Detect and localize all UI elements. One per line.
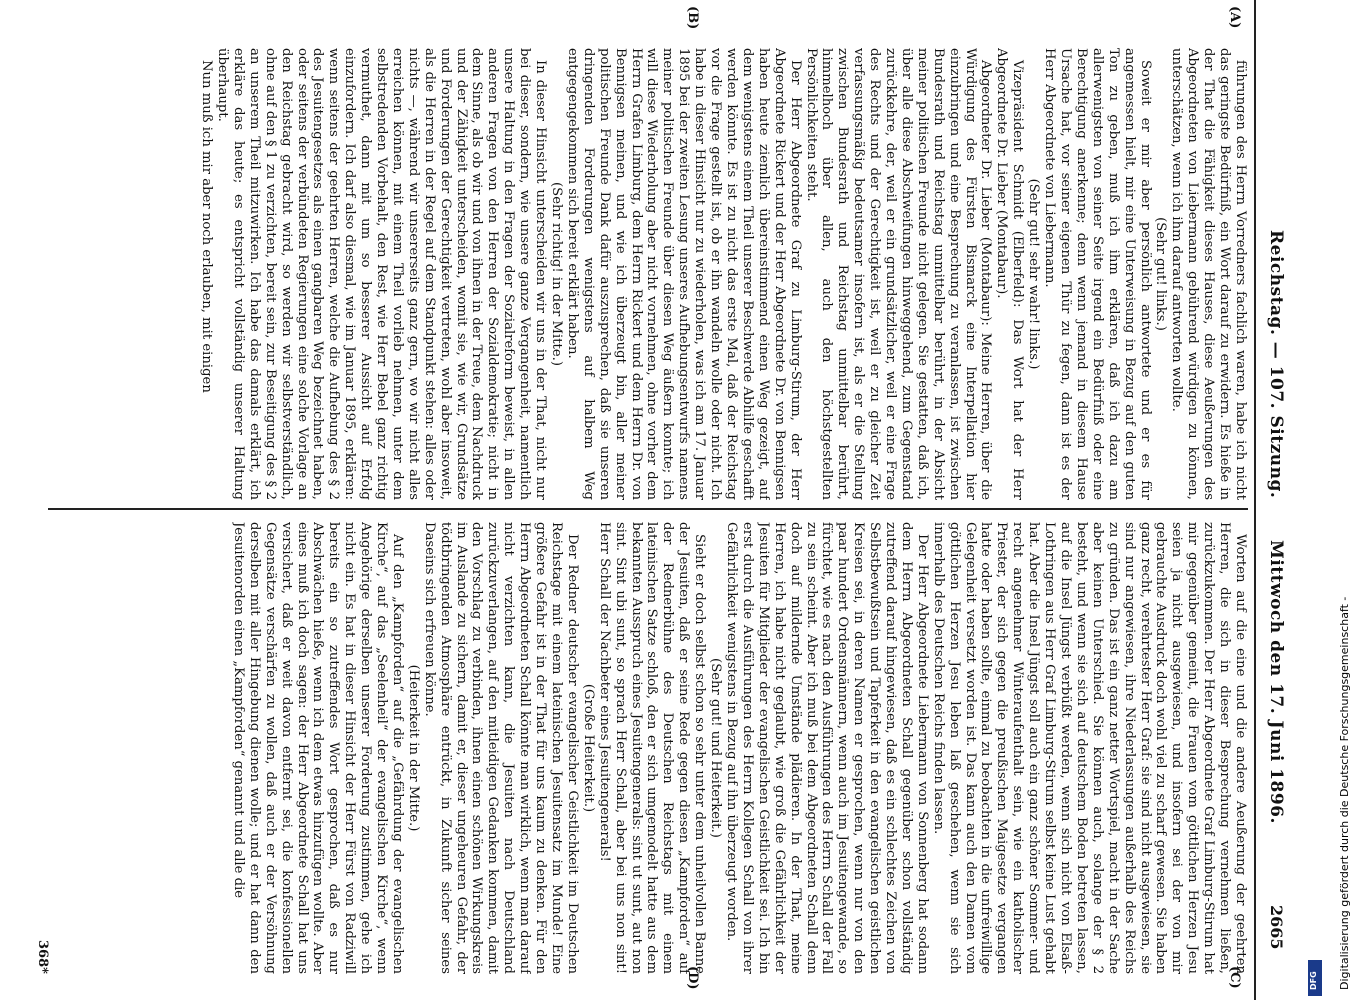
dfg-logo (1308, 960, 1322, 996)
paragraph: Der Herr Abgeordnete Liebermann von Sonnenberg hat sodann dem Herrn Abgeordneten Schall gegenüber schon vollständig zutreffend darauf hingewiesen, daß es ein schlechtes Zeichen von Selbstbewußtsein und Tapferkeit in den evangelischen geistlichen Kreisen sei, in deren Namen er gesprochen, wenn nur von den paar hundert Ordensmännern, wenn auch im Jesuitengewande, so fürchtet, wie es nach den Ausführungen des Herrn Schall der Fall zu sein scheint. Aber ich muß bei dem Abgeordneten Schall denn doch auf mildernde Umstände plädieren. In der That, meine Herren, ich habe nicht geglaubt, wie groß die Gefährlichkeit der Jesuiten für Mitglieder der evangelischen Geistlichkeit sei. Ich bin erst durch die Ausführungen des Herrn Kollegen Schall von ihrer Gefährlichkeit wenigstens in Bezug auf ihn überzeugt worden. (724, 522, 930, 974)
interjection: (Sehr richtig! in der Mitte.) (549, 182, 565, 366)
interjection: (Sehr gut! sehr wahr! links.) (1026, 178, 1042, 370)
marker-b: (B) (685, 6, 700, 30)
footer-number: 368* (35, 940, 50, 974)
page-number: 2665 (1267, 905, 1286, 950)
paragraph: Nun muß ich mir aber noch erlauben, mit einigen (199, 60, 215, 393)
left-column (58, 48, 1248, 500)
interjection: (Große Heiterkeit.) (580, 683, 596, 813)
marker-d: (D) (685, 966, 700, 990)
paragraph: Abgeordneter Dr. Lieber (Montabaur): Meine Herren, über die Würdigung des Fürsten Bismarck eine Interpellation hier einzubringen und eine Besprechung zu veranlassen, ist zwischen Bundesrath und Reichstag unmittelbar berührt, in der Absicht meiner politischen Freunde nicht gelegen. Sie gestatten, daß ich, über alle diese Abschweifungen hinweggehend, zum Gegenstand zurückkehre, der, weil er ein grundsätzlicher, weil er eine Frage des Rechts und der Gerechtigkeit ist, weil er zu gleicher Zeit verfassungsmäßig bedeutsamer insofern ist, als er die Stellung zwischen Bundesrath und Reichstag unmittelbar berührt, himmelhoch über allen, auch den höchstgestellten Persönlichkeiten steht. (803, 48, 994, 500)
dfg-logo-text: DFG (1309, 971, 1318, 990)
right-column (58, 522, 1248, 974)
marker-a: (A) (1227, 6, 1242, 29)
paragraph: Sieht er doch selbst schon so sehr unter dem unheilvollen Banne der Jesuiten, daß er seine Rede gegen diesen „Kampforden“ auf der Rednerbühne des Deutschen Reichstags mit einem lateinischen Satze schloß, den er sich umgemodelt hatte aus dem bekannten Ausspruch eines Jesuitengenerals: sint ut sunt, aut non sint. Sint ubi sunt, so sprach Herr Schall, aber bei uns non sint! Herr Schall der Nachbeter eines Jesuitengenerals! (596, 522, 708, 974)
interjection: (Sehr gut! und Heiterkeit.) (708, 658, 724, 838)
interjection: (Heiterkeit in der Mitte.) (405, 664, 421, 832)
interjection: (Sehr gut! links.) (1153, 217, 1169, 331)
running-head (1252, 0, 1292, 1000)
column-rule (48, 508, 1248, 510)
paragraph: Der Herr Abgeordnete Graf zu Limburg-Stirum, der Herr Abgeordnete Rickert und der Herr Abgeordnete Dr. von Bennigsen haben heute ziemlich übereinstimmend einen Weg gezeigt, auf dem wenigstens einem Theil unserer Beschwerde Abhilfe geschafft werden könnte. Es ist zu nicht das erste Mal, daß der Reichstag vor die Frage gestellt ist, ob er ihn wandeln wolle oder nicht. Ich habe in dieser Hinsicht nur zu wiederholen, was ich am 17. Januar 1895 bei der zweiten Lesung unseres Aufhebungsentwurfs namens meiner politischen Freunde über diesen Weg äußern konnte; ich will diese Wiederholung aber nicht vornehmen, ohne vorher dem Herrn Grafen Limburg, dem Herrn Rickert und dem Herrn Dr. von Bennigsen meinen, und wie ich überzeugt bin, aller meiner politischen Freunde Dank dafür auszusprechen, daß sie unseren dringenden Forderungen wenigstens auf halbem Weg entgegengekommen sich bereit erklärt haben. (564, 48, 803, 500)
header-right: Mittwoch den 17. Juni 1896. (1266, 540, 1286, 824)
credit-sidebar (1306, 0, 1353, 1000)
paragraph: In dieser Hinsicht unterscheiden wir uns in der That, nicht nur bei dieser, sondern, wie unsere ganze Vergangenheit, namentlich unsere Haltung in den Fragen der Sozialreform beweist, in allen anderen Fragen von den Herren der Sozialdemokratie; nicht in dem Sinne, als ob wir und von ihnen in der Treue, dem Nachdruck und der Zähigkeit unterscheiden, womit sie, wie wir, Grundsätze und Forderungen der Gerechtigkeit vertreten, wohl aber insoweit, als die Herren in der Regel auf dem Standpunkt stehen: alles oder nichts —, während wir unsererseits ganz gern, wo wir nicht alles erreichen können, mit einem Theil vorlieb nehmen, unter dem selbstredenden Vorbehalt, den Rest, wie Herr Bebel ganz richtig vermuthet, dann mit um so besserer Aussicht auf Erfolg einzufordern. Ich darf also diesmal, wie im Januar 1895, erklären: wenn seitens der geehrten Herren, welche die Aufhebung des § 2 des Jesuitengesetzes als einen gangbaren Weg bezeichnet haben, oder seitens der verbündeten Regierungen eine solche Vorlage an den Reichstag gebracht wird, so werden wir selbstverständlich, ohne auf den § 1 zu verzichten, bereit sein, zur Beseitigung des § 2 an unserem Theil mitzuwirken. Ich habe das damals erklärt, ich erkläre das heute; es entspricht vollständig unserer Haltung überhaupt. (215, 48, 549, 500)
paragraph: führungen des Herrn Vorredners fachlich waren, habe ich nicht das geringste Bedürfniß, ein Wort darauf zu erwidern. Es hieße in der That die Fähigkeit dieses Hauses, diese Aeußerungen des Abgeordneten von Liebermann gebührend würdigen zu können, unterschätzen, wenn ich ihm darauf antworten wollte. (1169, 48, 1248, 500)
credit-text: Digitalisierung gefördert durch die Deutsche Forschungsgemeinschaft - (1338, 596, 1351, 990)
marker-c: (C) (1227, 966, 1242, 989)
header-rule (1254, 0, 1256, 1000)
paragraph: Auf den „Kampforden“ auf die „Gefährdung der evangelischen Kirche“, auf das „Seelenheil“ der evangelischen Kirche“, wenn Angehörige derselben unserer Forderung zustimmen, gehe ich nicht ein. Es hat in dieser Hinsicht der Herr Fürst von Radziwill bereits ein so zutreffendes Wort gesprochen, daß es nur Abschwächen hieße, wenn ich dem etwas hinzufügen wollte. Aber eines muß ich doch sagen: der Herr Abgeordnete Schall hat uns versichert, daß er weit davon entfernt sei, die konfessionellen Gegensätze verschärfen zu wollen, daß auch er der Versöhnung derselben mit aller Hingebung dienen wolle; und er hat dann den Jesuitenorden einen „Kampforden“ genannt und alle die (230, 522, 405, 974)
paragraph: Worten auf die eine und die andere Aeußerung der geehrten Herren, die sich in dieser Besprechung vernehmen ließen, zurückzukommen. Der Herr Abgeordnete Graf Limburg-Stirum hat mir gegenüber gemeint, die Frauen vom göttlichen Herzen Jesu seien ja nicht ausgewiesen, und insofern sei der von mir gebrauchte Ausdruck doch wohl viel zu scharf gewesen. Sie haben ganz recht, verehrtester Herr Graf: sie sind nicht ausgewiesen, sie sind nur angewiesen, ihre Niederlassungen außerhalb des Reichs zu gründen. Das ist ein ganz netter Wortspiel, macht in der Sache aber keinen Unterschied. Sie können auch, solange der § 2 besteht, und wenn sie sich auf deutschem Boden betreten lassen, auf die Insel Jüngst verbüßt werden, wenn sich nicht von Elsaß-Lothringen aus Herr Graf Limburg-Stirum selbst keine Lust gehabt hat. Aber die Insel Jüngst soll auch ein ganz schöner Sommer- und recht angenehmer Winteraufenthalt sein, wie ein katholischer Priester, der sich gegen die preußischen Maigesetze vergangen hatte oder haben sollte, einmal zu beobachten in die unfreiwillige Gelegenheit versetzt worden ist. Das kann auch den Damen vom göttlichen Herzen Jesu leben laß geschehen, wenn sie sich innerhalb des Deutschen Reichs finden lassen. (930, 522, 1248, 974)
paragraph: Vizepräsident Schmidt (Elberfeld): Das Wort hat der Herr Abgeordnete Dr. Lieber (Montabaur). (994, 48, 1026, 500)
rotated-page (10, 0, 1300, 1000)
header-left: Reichstag. — 107. Sitzung. (1266, 230, 1286, 499)
paragraph: Soweit er mir aber persönlich antwortete und er es für angemessen hielt, mir eine Unterweisung in Bezug auf den guten Ton zu geben, muß ich ihm erklären, daß ich dazu am allerwenigsten von seiner Seite irgend ein Bedürfniß oder eine Berechtigung anerkenne; denn wenn jemand in diesem Hause Ursache hat, vor seiner eigenen Thür zu fegen, dann ist es der Herr Abgeordnete von Liebermann. (1042, 48, 1153, 500)
paragraph: Der Redner deutscher evangelischer Geistlichkeit im Deutschen Reichstage mit einem lateinischen Jesuitensatz im Munde! Eine größere Gefahr ist in der That für uns kaum zu denken. Für den Herrn Abgeordneten Schall könnte man wirklich, wenn man darauf nicht verzichten kann, die Jesuiten nach Deutschland zurückzuverlangen, auf den mitleidigen Gedanken kommen, damit den Vorschlag zu verbinden, ihnen einen schönen Wirkungskreis im Auslande zu sichern, damit er, dieser ungeheuren Gefahr, der tödtbringenden Atmosphäre entrückt, in Zukunft sicher seines Daseins sich erfreuen könne. (421, 522, 580, 974)
